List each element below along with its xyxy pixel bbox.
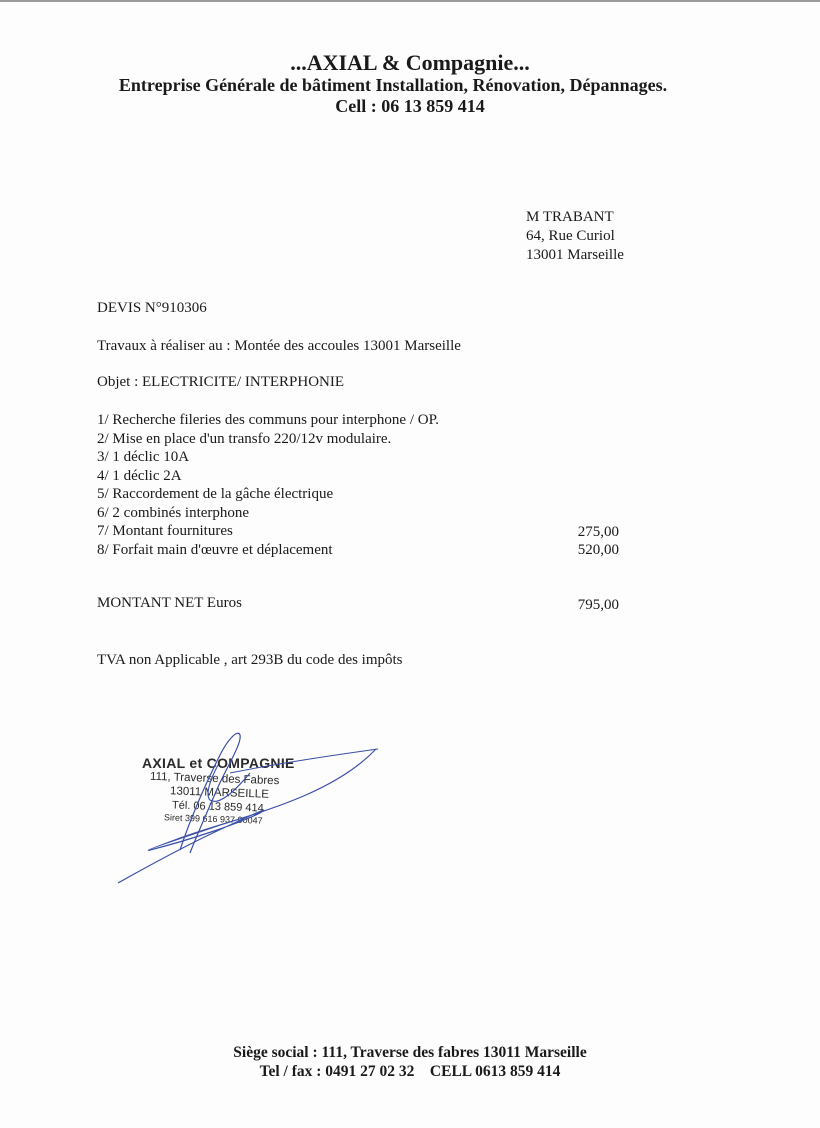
stamp-company: AXIAL et COMPAGNIE: [142, 755, 295, 771]
objet-line: Objet : ELECTRICITE/ INTERPHONIE: [97, 374, 345, 390]
list-item: 6/ 2 combinés interphone: [97, 504, 250, 521]
recipient-street: 64, Rue Curiol: [526, 228, 615, 244]
footer-contact: Tel / fax : 0491 27 02 32 CELL 0613 859 414: [259, 1063, 561, 1080]
stamp-address: 111, Traverse des Fabres: [149, 770, 280, 788]
total-amount: 795,00: [577, 597, 619, 613]
stamp-siret: Siret 399 616 937 00047: [163, 812, 263, 826]
footer-headquarters: Siège social : 111, Traverse des fabres 13011 Marseille: [233, 1044, 587, 1061]
stamp-city: 13011 MARSEILLE: [169, 785, 270, 801]
list-item: 1/ Recherche fileries des communs pour interphone / OP.: [97, 412, 439, 428]
list-item: 2/ Mise en place d'un transfo 220/12v modulaire.: [97, 430, 392, 447]
list-item: 4/ 1 déclic 2A: [97, 467, 182, 484]
list-item: 5/ Raccordement de la gâche électrique: [97, 486, 334, 502]
recipient-city: 13001 Marseille: [526, 247, 624, 263]
company-stamp: [110, 725, 390, 890]
company-title: ...AXIAL & Compagnie...: [290, 50, 530, 75]
company-cell-phone: Cell : 06 13 859 414: [335, 96, 485, 116]
work-items-list: [97, 411, 439, 559]
travaux-location: Travaux à réaliser au : Montée des accoules 13001 Marseille: [97, 338, 461, 354]
amount-fournitures: 275,00: [577, 524, 619, 540]
total-label: MONTANT NET Euros: [97, 595, 242, 611]
scan-top-edge: [0, 0, 820, 2]
company-subtitle: Entreprise Générale de bâtiment Installation, Rénovation, Dépannages.: [118, 75, 668, 95]
stamp-tel: Tél. 06 13 859 414: [171, 799, 264, 815]
list-item: 7/ Montant fournitures: [97, 523, 233, 539]
amount-main-oeuvre: 520,00: [577, 542, 619, 558]
list-item: 3/ 1 déclic 10A: [97, 449, 190, 465]
signature: [110, 725, 390, 890]
list-item: 8/ Forfait main d'œuvre et déplacement: [97, 541, 333, 558]
tva-note: TVA non Applicable , art 293B du code des impôts: [97, 652, 403, 668]
recipient-name: M TRABANT: [526, 209, 614, 225]
recipient-address: [526, 208, 624, 265]
devis-number: DEVIS N°910306: [97, 300, 207, 316]
